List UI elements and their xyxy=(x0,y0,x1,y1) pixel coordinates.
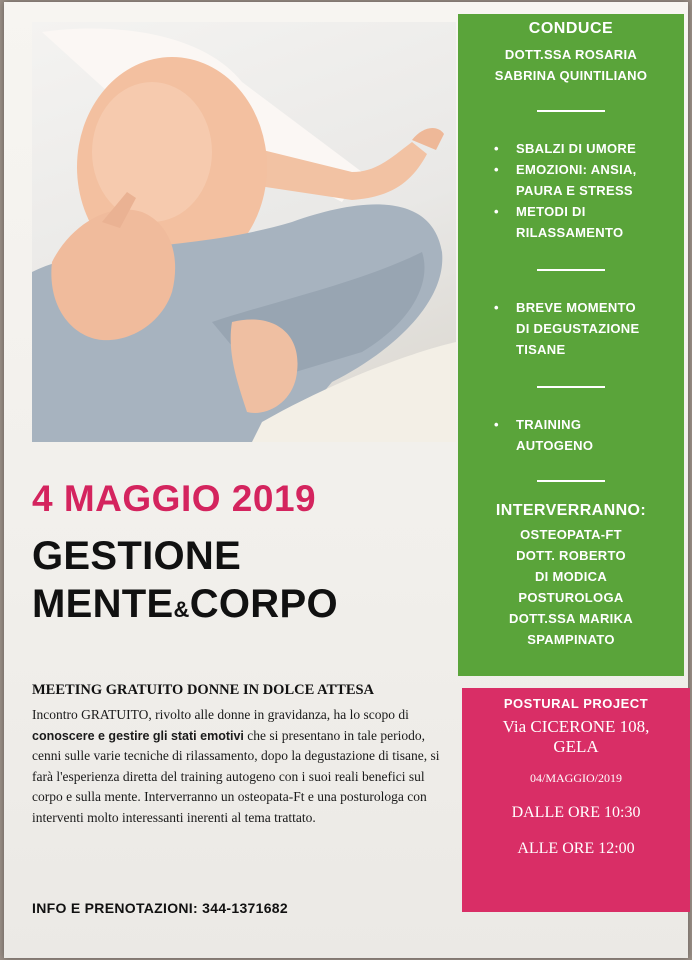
venue-panel xyxy=(462,688,690,912)
speaker-line: OSTEOPATA-FT xyxy=(520,527,622,542)
address-line: Via CICERONE 108, xyxy=(502,717,650,736)
title-line-2: MENTE&CORPO xyxy=(32,582,338,626)
speaker-line: DOTT. ROBERTO xyxy=(516,548,626,563)
divider xyxy=(537,386,605,388)
description-text: Incontro GRATUITO, rivolto alle donne in gravidanza, ha lo scopo di conoscere e gestire gli stati emotivi che si presentano in tale periodo, cenni sulle varie tecniche di rilassamento, dopo la degustazione di tisane, si farà l'esperienza diretta del training autogeno con i suoi reali benefici sul corpo e sulla mente. Interverranno un osteopata-Ft e una posturologa con interventi molto interessanti inerenti al tema trattato. xyxy=(32,707,440,825)
time-to: ALLE ORE 12:00 xyxy=(517,840,635,857)
speaker-line: SPAMPINATO xyxy=(527,632,615,647)
pregnant-woman-meditation-photo xyxy=(32,22,456,442)
time-from: DALLE ORE 10:30 xyxy=(511,804,641,821)
list-item: • EMOZIONI: ANSIA, PAURA E STRESS xyxy=(494,162,637,198)
info-contact: INFO E PRENOTAZIONI: 344-1371682 xyxy=(32,900,288,916)
title-line-1: GESTIONE xyxy=(32,534,242,578)
divider xyxy=(537,269,605,271)
list-item: • BREVE MOMENTO DI DEGUSTAZIONE TISANE xyxy=(494,300,640,357)
meeting-heading: MEETING GRATUITO DONNE IN DOLCE ATTESA xyxy=(32,682,375,698)
program-panel xyxy=(458,14,684,676)
address-city: GELA xyxy=(553,737,599,756)
divider xyxy=(537,110,605,112)
page-title xyxy=(32,532,338,634)
training-list xyxy=(458,414,684,456)
venue-name: POSTURAL PROJECT xyxy=(503,696,649,711)
event-date: 04/MAGGIO/2019 xyxy=(530,771,622,785)
speakers-list xyxy=(458,524,684,650)
list-item: • METODI DI RILASSAMENTO xyxy=(494,204,624,240)
speaker-line: DI MODICA xyxy=(534,569,608,584)
poster xyxy=(4,2,688,958)
divider xyxy=(537,480,605,482)
topics-list xyxy=(458,138,684,243)
headline-date: 4 MAGGIO 2019 xyxy=(32,478,317,519)
list-item: • SBALZI DI UMORE xyxy=(494,141,637,156)
photo-illustration xyxy=(32,22,456,442)
host-name-line: SABRINA QUINTILIANO xyxy=(494,68,648,83)
speaker-line: POSTUROLOGA xyxy=(518,590,624,605)
tasting-list xyxy=(458,297,684,360)
speakers-heading: INTERVERRANNO: xyxy=(495,502,647,519)
conduce-heading: CONDUCE xyxy=(528,20,614,37)
speaker-line: DOTT.SSA MARIKA xyxy=(509,611,633,626)
host-name-line: DOTT.SSA ROSARIA xyxy=(504,47,638,62)
list-item: • TRAINING AUTOGENO xyxy=(494,417,594,453)
